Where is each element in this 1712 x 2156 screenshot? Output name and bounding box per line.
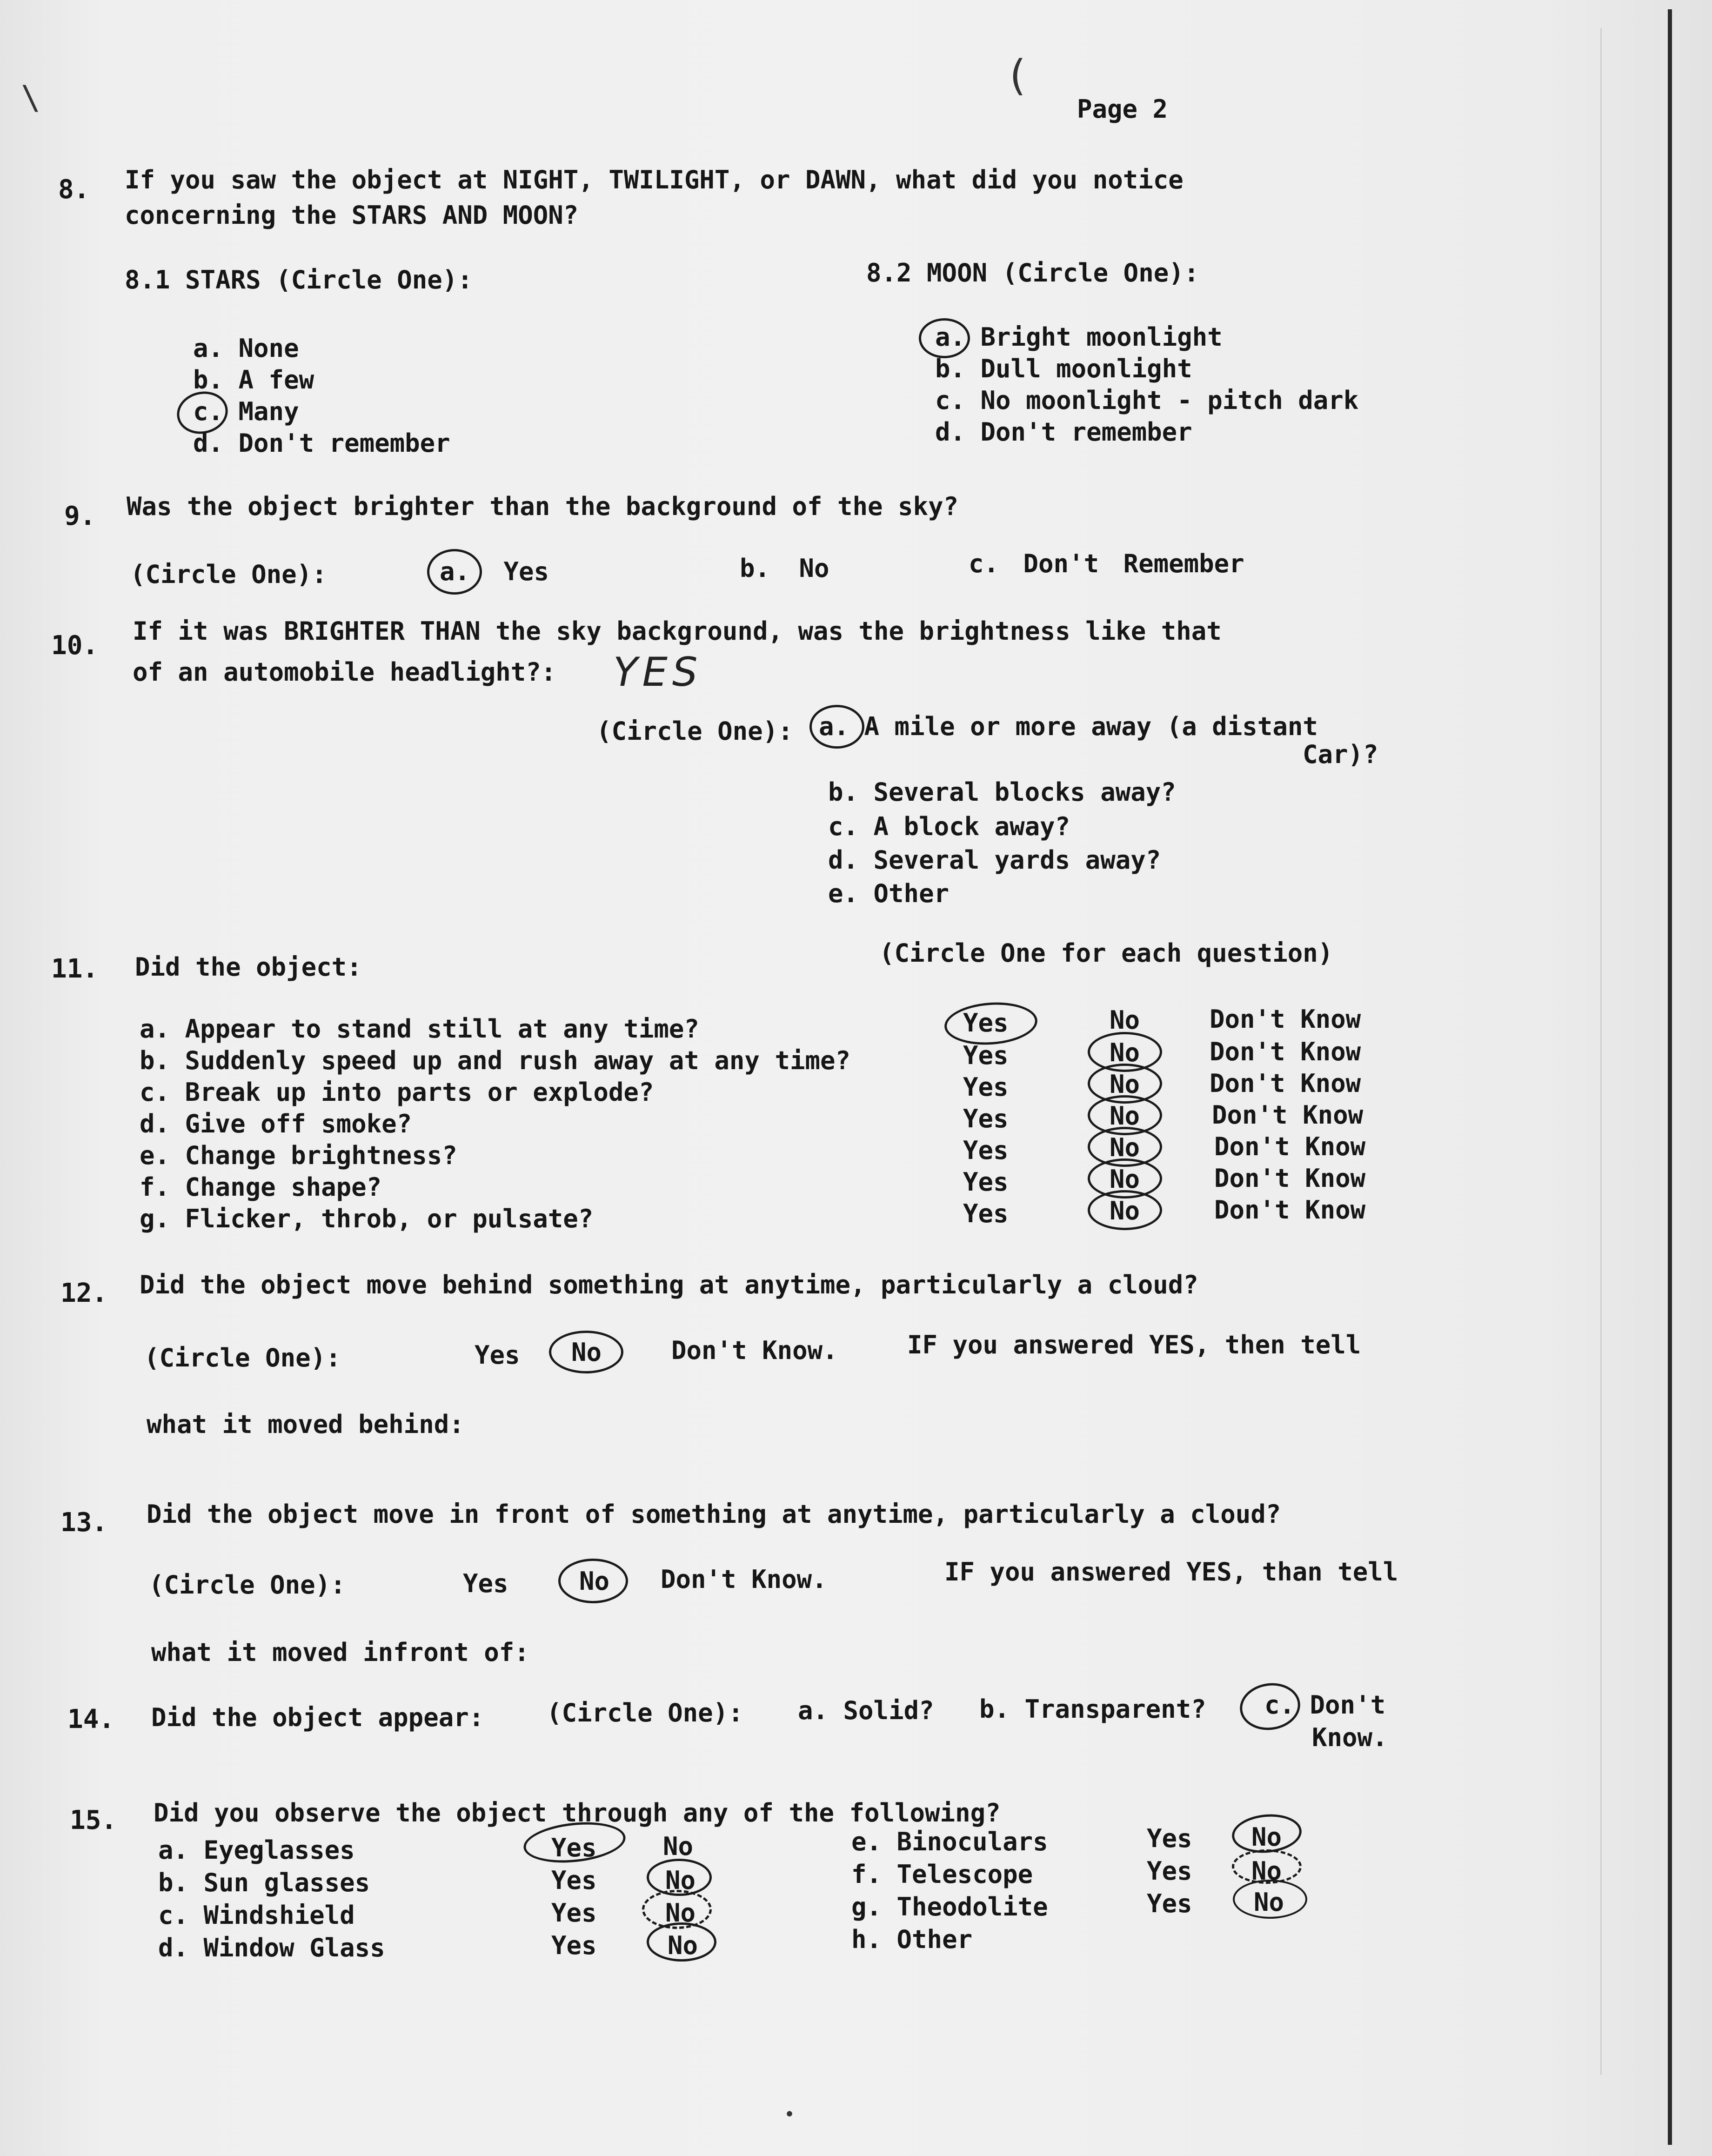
q11-g-no[interactable]: No <box>1110 1196 1140 1225</box>
q10-option-e[interactable]: e. Other <box>828 879 950 908</box>
q13-selected-circle <box>558 1559 628 1603</box>
q10-text-line1: If it was BRIGHTER THAN the sky background, was the brightness like that <box>133 616 1222 646</box>
q8-text-line2: concerning the STARS AND MOON? <box>125 201 579 230</box>
q14-circle-label: (Circle One): <box>547 1698 743 1727</box>
q12-number: 12. <box>60 1278 108 1308</box>
q11-item-d: d. Give off smoke? <box>140 1109 412 1138</box>
right-edge-line <box>1668 9 1672 2145</box>
q11-g-no-circle <box>1088 1190 1162 1230</box>
q13-followup: IF you answered YES, than tell <box>944 1557 1398 1587</box>
q8-moon-selected-circle <box>919 318 970 358</box>
q9-circle-label: (Circle One): <box>130 560 327 589</box>
q11-c-no[interactable]: No <box>1110 1070 1140 1099</box>
q8-moon-option-b[interactable]: b. Dull moonlight <box>935 354 1192 383</box>
q11-item-f: f. Change shape? <box>140 1172 382 1202</box>
q15-item-a: a. Eyeglasses <box>158 1835 355 1865</box>
q8-stars-option-b[interactable]: b. A few <box>193 365 314 395</box>
q13-option-yes[interactable]: Yes <box>463 1569 508 1598</box>
q15-g-no-circle <box>1233 1880 1307 1919</box>
q10-option-b[interactable]: b. Several blocks away? <box>828 777 1176 807</box>
q13-followup2: what it moved infront of: <box>151 1638 529 1667</box>
q15-item-b: b. Sun glasses <box>158 1868 370 1897</box>
q15-e-no[interactable]: No <box>1251 1822 1282 1852</box>
q10-text-line2: of an automobile headlight?: <box>133 657 556 687</box>
q8-number: 8. <box>58 174 90 205</box>
q15-f-no-circle <box>1232 1849 1302 1884</box>
q15-a-no[interactable]: No <box>663 1832 694 1861</box>
q11-d-dontknow[interactable]: Don't Know <box>1212 1100 1364 1130</box>
q8-moon-option-a[interactable]: a. Bright moonlight <box>935 322 1223 352</box>
q8-stars-option-c[interactable]: c. Many <box>193 397 299 426</box>
q8-stars-option-a[interactable]: a. None <box>193 334 299 363</box>
q11-item-a: a. Appear to stand still at any time? <box>140 1014 699 1044</box>
q8-stars-option-d[interactable]: d. Don't remember <box>193 429 450 458</box>
q11-number: 11. <box>51 954 99 984</box>
q12-text: Did the object move behind something at anytime, particularly a cloud? <box>140 1270 1198 1299</box>
q15-text: Did you observe the object through any of the following? <box>154 1798 1001 1828</box>
q11-text: Did the object: <box>135 952 362 982</box>
q14-option-c[interactable]: c. Don't <box>1264 1690 1386 1720</box>
q11-a-no[interactable]: No <box>1110 1005 1140 1035</box>
q11-item-e: e. Change brightness? <box>140 1141 457 1170</box>
q10-number: 10. <box>51 630 99 661</box>
q11-a-dontknow[interactable]: Don't Know <box>1210 1004 1361 1034</box>
q15-d-yes[interactable]: Yes <box>551 1931 597 1960</box>
q12-option-dontknow[interactable]: Don't Know. <box>671 1336 838 1365</box>
q8-moon-heading: 8.2 MOON (Circle One): <box>866 258 1199 288</box>
q15-item-g: g. Theodolite <box>851 1892 1048 1922</box>
q13-option-no[interactable]: No <box>579 1567 610 1596</box>
q14-option-c-cont: Know. <box>1312 1723 1388 1752</box>
q9-option-c[interactable]: c. Don't Remember <box>969 549 1244 578</box>
q11-f-yes[interactable]: Yes <box>963 1167 1009 1197</box>
q9-selected-circle <box>427 549 482 595</box>
q14-option-b[interactable]: b. Transparent? <box>979 1694 1206 1724</box>
q8-moon-option-d[interactable]: d. Don't remember <box>935 417 1192 447</box>
q13-circle-label: (Circle One): <box>149 1570 346 1600</box>
stray-mark: ( <box>1010 51 1026 100</box>
q11-c-yes[interactable]: Yes <box>963 1072 1009 1102</box>
q15-c-yes[interactable]: Yes <box>551 1898 597 1928</box>
q15-d-no-circle <box>647 1922 716 1962</box>
q11-item-g: g. Flicker, throb, or pulsate? <box>140 1204 594 1233</box>
q15-d-no[interactable]: No <box>668 1931 698 1960</box>
q11-d-yes[interactable]: Yes <box>963 1104 1009 1133</box>
q13-text: Did the object move in front of something at anytime, particularly a cloud? <box>147 1500 1281 1529</box>
q10-option-a[interactable]: a. A mile or more away (a distant <box>819 712 1318 741</box>
q15-item-c: c. Windshield <box>158 1901 355 1930</box>
q11-g-yes[interactable]: Yes <box>963 1199 1009 1228</box>
q11-b-yes[interactable]: Yes <box>963 1041 1009 1070</box>
q11-item-b: b. Suddenly speed up and rush away at any time? <box>140 1046 851 1075</box>
q15-f-no[interactable]: No <box>1251 1856 1282 1886</box>
q11-b-dontknow[interactable]: Don't Know <box>1210 1037 1361 1066</box>
q11-e-dontknow[interactable]: Don't Know <box>1214 1132 1366 1161</box>
q8-moon-option-c[interactable]: c. No moonlight - pitch dark <box>935 386 1359 415</box>
q10-handwritten-answer: YES <box>613 649 702 696</box>
q14-number: 14. <box>67 1704 115 1734</box>
q11-b-no[interactable]: No <box>1110 1038 1140 1067</box>
q10-option-a-cont: Car)? <box>1303 740 1378 769</box>
q9-text: Was the object brighter than the background of the sky? <box>127 492 959 521</box>
q15-c-no[interactable]: No <box>665 1898 696 1928</box>
q14-selected-circle <box>1237 1679 1304 1734</box>
q11-a-yes[interactable]: Yes <box>963 1008 1009 1038</box>
bottom-dot: • <box>784 2104 796 2125</box>
q11-e-no[interactable]: No <box>1110 1133 1140 1162</box>
q10-circle-label: (Circle One): <box>596 716 793 746</box>
q9-option-b[interactable]: b. No <box>740 554 829 583</box>
q15-item-f: f. Telescope <box>851 1860 1033 1889</box>
q10-selected-circle <box>809 705 864 749</box>
q15-b-no[interactable]: No <box>665 1866 696 1895</box>
q15-item-d: d. Window Glass <box>158 1933 385 1962</box>
q9-number: 9. <box>64 501 96 531</box>
q15-b-yes[interactable]: Yes <box>551 1866 597 1895</box>
corner-mark: \ <box>21 79 41 117</box>
q15-g-yes[interactable]: Yes <box>1147 1889 1192 1918</box>
q11-item-c: c. Break up into parts or explode? <box>140 1078 654 1107</box>
q10-option-d[interactable]: d. Several yards away? <box>828 845 1161 875</box>
q14-option-a[interactable]: a. Solid? <box>798 1696 934 1725</box>
q11-f-no[interactable]: No <box>1110 1165 1140 1194</box>
q9-option-a[interactable]: a. Yes <box>440 557 549 586</box>
q11-c-dontknow[interactable]: Don't Know <box>1210 1069 1361 1098</box>
q12-option-yes[interactable]: Yes <box>475 1340 520 1370</box>
q15-g-no[interactable]: No <box>1254 1888 1284 1917</box>
q12-followup: IF you answered YES, then tell <box>907 1330 1361 1359</box>
q13-number: 13. <box>60 1507 108 1538</box>
q15-item-h: h. Other <box>851 1925 973 1954</box>
q15-f-yes[interactable]: Yes <box>1147 1856 1192 1886</box>
q8-text-line1: If you saw the object at NIGHT, TWILIGHT, or DAWN, what did you notice <box>125 165 1184 194</box>
q15-number: 15. <box>70 1805 117 1835</box>
q10-option-c[interactable]: c. A block away? <box>828 812 1070 841</box>
q15-item-e: e. Binoculars <box>851 1827 1048 1856</box>
q11-f-dontknow[interactable]: Don't Know <box>1214 1164 1366 1193</box>
q13-option-dontknow[interactable]: Don't Know. <box>661 1565 827 1594</box>
page-label: Page 2 <box>1077 94 1168 124</box>
q11-g-dontknow[interactable]: Don't Know <box>1214 1195 1366 1225</box>
q12-option-no[interactable]: No <box>571 1338 602 1367</box>
q11-d-no[interactable]: No <box>1110 1101 1140 1131</box>
right-faint-line <box>1600 28 1602 2075</box>
q15-a-yes[interactable]: Yes <box>551 1833 597 1862</box>
q11-instruction: (Circle One for each question) <box>879 938 1333 968</box>
q8-stars-heading: 8.1 STARS (Circle One): <box>125 265 473 295</box>
q12-circle-label: (Circle One): <box>144 1343 341 1373</box>
q14-text: Did the object appear: <box>151 1703 484 1732</box>
q12-selected-circle <box>549 1331 623 1373</box>
q12-followup2: what it moved behind: <box>147 1410 464 1439</box>
q15-e-yes[interactable]: Yes <box>1147 1824 1192 1853</box>
q11-e-yes[interactable]: Yes <box>963 1136 1009 1165</box>
